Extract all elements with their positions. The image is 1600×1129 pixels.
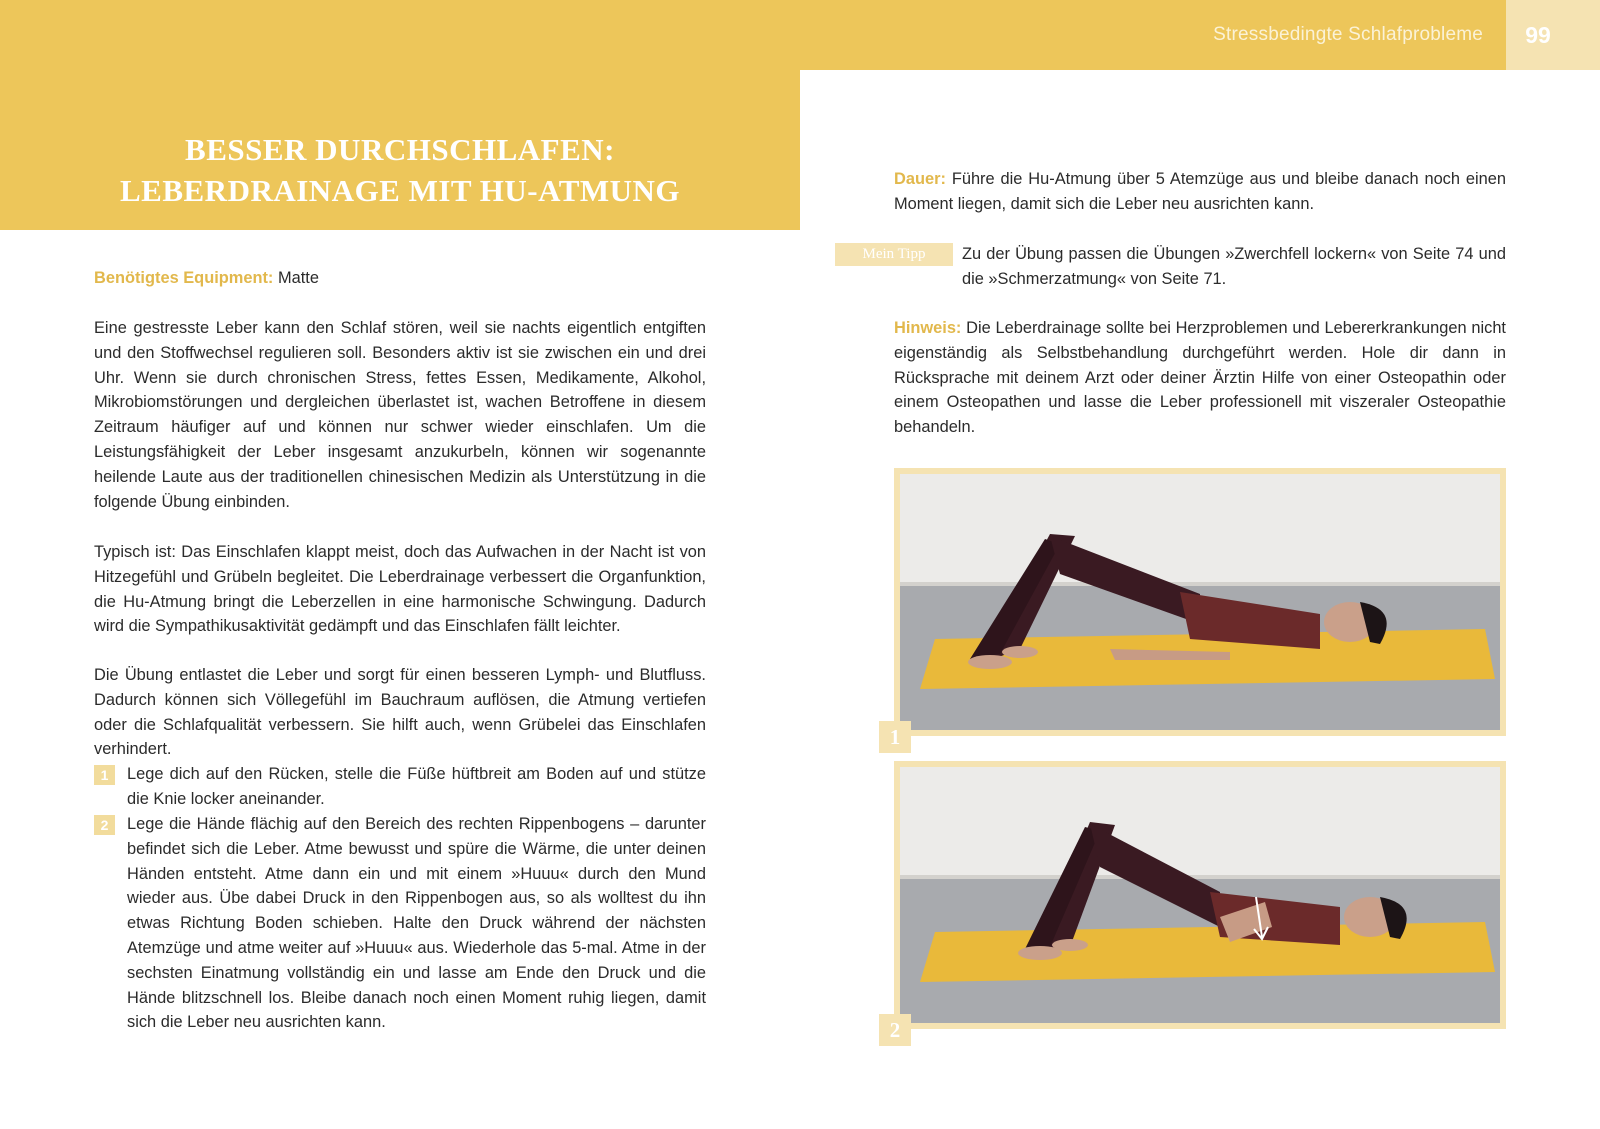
step-number-badge: 2 [94,815,115,835]
note-paragraph [894,316,1506,440]
body-paragraph-2: Typisch ist: Das Einschlafen klappt meist, doch das Aufwachen in der Nacht ist von Hitzegefühl und Grübeln begleitet. Die Leberdrainage verbessert die Organfunktion, die Hu-Atmung bringt die Leberzellen in eine harmonische Schwingung. Dadurch wird die Sympathikusaktivität gedämpft und das Einschlafen fällt leichter. [94,543,706,636]
note-label: Hinweis: [894,319,962,337]
body-paragraph-3: Die Übung entlastet die Leber und sorgt für einen besseren Lymph- und Blutfluss. Dadurch können sich Völlegefühl im Bauchraum auflösen, die Atmung vertiefen oder die Schlafqualität verbessern. Sie hilft auch, wenn Grübelei das Einschlafen verhindert. [94,666,706,759]
benefit-paragraph [94,663,706,762]
note-text: Die Leberdrainage sollte bei Herzproblemen und Lebererkrankungen nicht eigenständig als Selbstbehandlung durchgeführt werden. Hole dir dann in Rücksprache mit deinem Arzt oder deiner Ärztin Hilfe von einer Osteopathin oder einem Osteopathen und lasse die Leber professionell mit viszeraler Osteopathie behandeln. [894,319,1506,437]
exercise-photo-1 [894,468,1506,736]
duration-text: Führe die Hu-Atmung über 5 Atemzüge aus und bleibe danach noch einen Moment liegen, damit sich die Leber neu ausrichten kann. [894,170,1506,213]
page-number: 99 [1525,22,1551,48]
equipment-line [94,266,706,291]
step-1 [94,762,706,812]
page-title-line-1: BESSER DURCHSCHLAFEN: [185,132,615,167]
equipment-label: Benötigtes Equipment: [94,269,274,287]
body-paragraph-1: Eine gestresste Leber kann den Schlaf stören, weil sie nachts eigentlich entgiften und den Stoffwechsel regulieren soll. Besonders aktiv ist sie zwischen ein und drei Uhr. Wenn sie durch chronischen Stress, fettes Essen, Medikamente, Alkohol, Mikrobiomstörungen und dergleichen überlastet ist, wachen Betroffene in diesem Zeitraum häufiger auf und können nur schwer wieder einschlafen. Um die Leistungsfähigkeit der Leber insgesamt anzukurbeln, können wir sogenannte heilende Laute aus der traditionellen chinesischen Medizin als Unterstützung in die folgende Übung einbinden. [94,319,706,511]
intro-paragraph [94,316,706,514]
duration-label: Dauer: [894,170,946,188]
page-number-box [1506,0,1600,70]
step-number-badge: 1 [94,765,115,785]
photo-number-badge-1: 1 [879,721,911,753]
title-block [0,70,800,230]
duration-paragraph [894,167,1506,217]
photo-2-illustration [900,767,1500,1023]
tip-badge: Mein Tipp [835,243,953,266]
page-title-line-2: LEBERDRAINAGE MIT HU-ATMUNG [119,173,681,208]
symptom-paragraph [94,540,706,639]
running-title: Stressbedingte Schlafprobleme [1213,24,1483,45]
step-text: Lege die Hände flächig auf den Bereich des rechten Rippenbogens – darunter befindet sich die Leber. Atme bewusst und spüre die Wärme, die unter deinen Händen entsteht. Atme dann ein und mit einem »Huuu« durch den Mund wieder aus. Übe dabei Druck in den Rippenbogen aus, so als wolltest du ihn etwas Richtung Boden schieben. Halte den Druck während der nächsten Atemzüge und atme weiter auf »Huuu« aus. Wiederhole das 5-mal. Atme in der sechsten Einatmung vollständig ein und lasse am Ende den Druck und die Hände blitzschnell los. Bleibe danach noch einen Moment ruhig liegen, damit sich die Leber neu ausrichten kann. [127,815,706,1032]
exercise-photo-2 [894,761,1506,1029]
step-text: Lege dich auf den Rücken, stelle die Füße hüftbreit am Boden auf und stütze die Knie locker aneinander. [127,765,706,808]
photo-number-badge-2: 2 [879,1014,911,1046]
photo-1-illustration [900,474,1500,730]
step-2 [94,812,706,1035]
tip-text: Zu der Übung passen die Übungen »Zwerchfell lockern« von Seite 74 und die »Schmerzatmung« von Seite 71. [962,245,1506,288]
equipment-value: Matte [273,269,319,287]
